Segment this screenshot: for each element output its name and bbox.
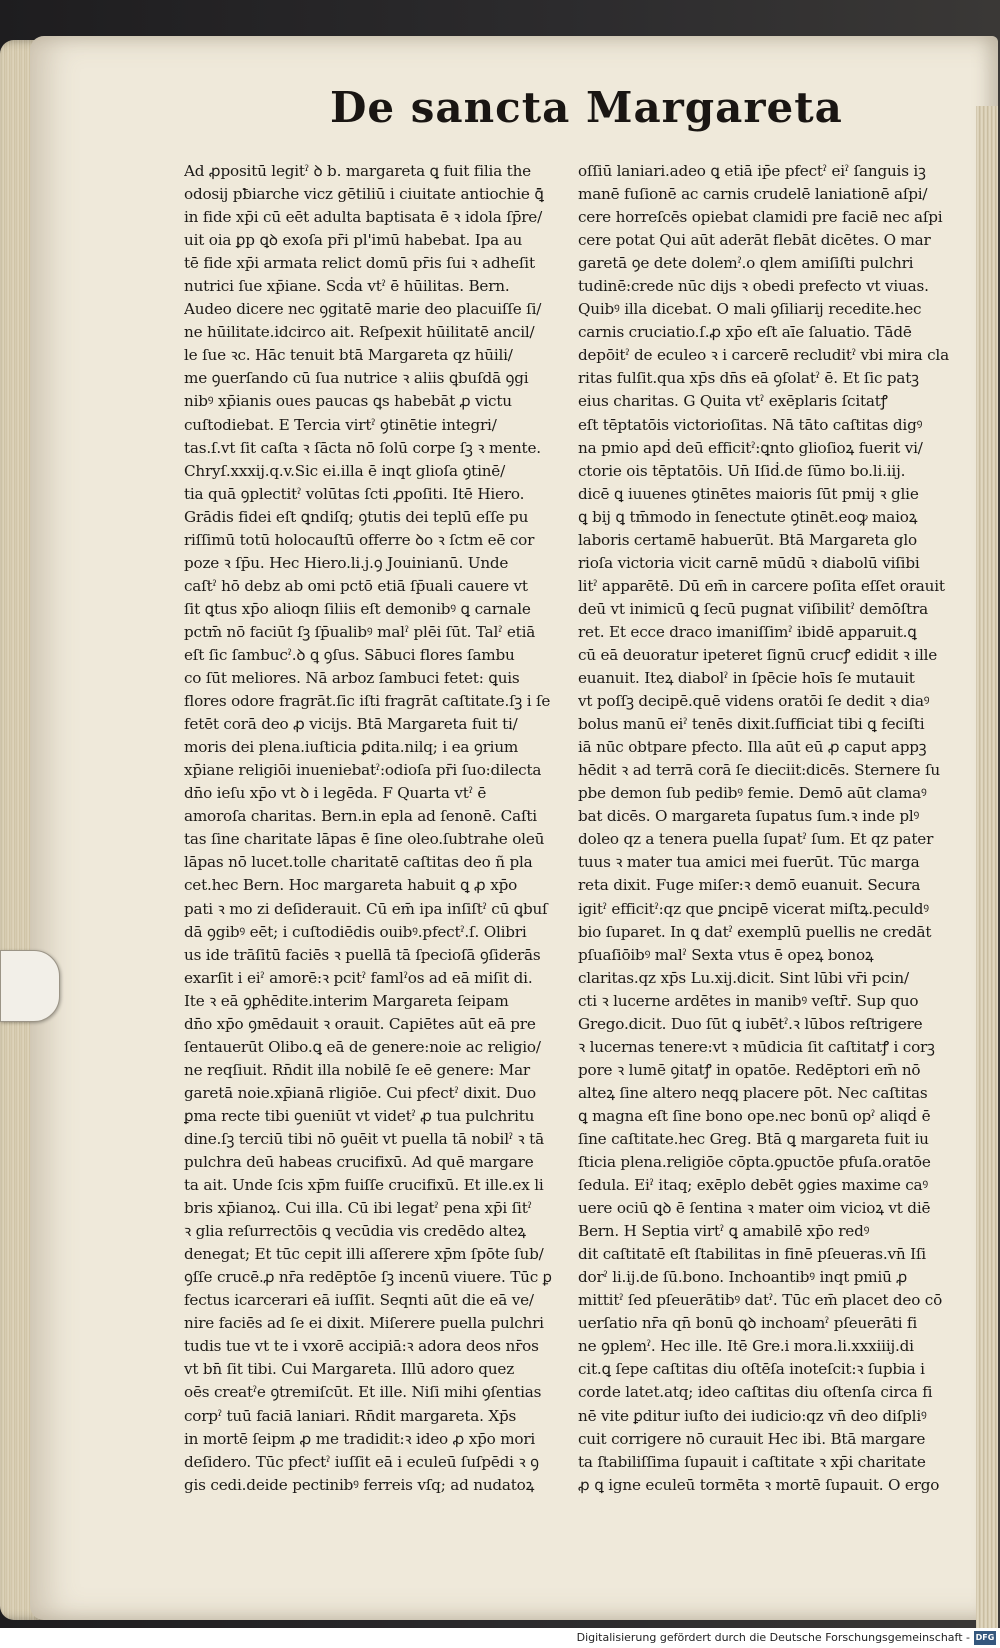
text-line: uerſatio nr̄a qn̄ bonū ꝗꝺ inchoamˀ pſeuerāti fi xyxy=(578,1314,918,1333)
text-line: fetēt corā deo ꝓ vicijs. Btā Margareta fuit ti/ xyxy=(184,715,518,734)
dfg-logo: DFG xyxy=(974,1631,996,1645)
text-line: tuus ꝛ mater tua amici mei fuerūt. Tūc marga xyxy=(578,853,920,872)
text-line: ctorie ois tēptatōis. Un̄ Iſiḋ.de ſūmo bo.li.iij. xyxy=(578,461,906,480)
text-line: Grego.dicit. Duo ſūt ꝗ iubētˀ.ꝛ lūbos reſtrigere xyxy=(578,1014,923,1033)
text-line: lāpas nō lucet.tolle charitatē caſtitas deo ñ pla xyxy=(184,853,533,872)
text-line: nire faciēs ad ſe ei dixit. Miſerere puella pulchri xyxy=(184,1314,544,1333)
text-line: pore ꝛ lumē ꝯitatꝭ in opatōe. Redēptori em̄ nō xyxy=(578,1060,921,1079)
text-line: tudinē:crede nūc dijs ꝛ obedi prefecto vt viuas. xyxy=(578,277,929,296)
text-line: manē fuſionē ac carnis crudelē laniationē aſpi/ xyxy=(578,185,928,204)
text-line: ſticia plena.religiōe cōpta.ꝯpuctōe pfuſa.oratōe xyxy=(578,1153,931,1172)
text-line: litˀ apparētē. Dū em̄ in carcere poſita eſſet orauit xyxy=(578,576,945,595)
text-line: tia quā ꝯplectitˀ volūtas ſcti ꝓpoſiti. Itē Hiero. xyxy=(184,484,525,503)
text-line: pſuaſiōibꝰ malˀ Sexta vtus ē opeꝝ bonoꝝ xyxy=(578,945,874,964)
text-line: nibꝰ xp̄ianis oues paucas ꝗs habebāt ꝓ victu xyxy=(184,392,512,411)
text-line: ꝗ magna eſt ſine bono ope.nec bonū opˀ aliqḋ ē xyxy=(578,1106,931,1125)
text-line: ſentauerūt Olibo.ꝗ eā de genere:noie ac religio/ xyxy=(184,1037,541,1056)
text-line: hēdit ꝛ ad terrā corā ſe dieciit:dicēs. Sternere ſu xyxy=(578,761,940,780)
footer-bar xyxy=(0,1628,1000,1648)
text-line: in fide xp̄i cū eēt adulta baptisata ē ꝛ idola ſp̄re/ xyxy=(184,208,542,227)
text-line: vt poſſꝫ decipē.quē videns oratōi ſe dedit ꝛ diaꝰ xyxy=(578,692,930,711)
text-line: pati ꝛ mo zi deſiderauit. Cū em̄ ipa inſiſtˀ cū ꝗbuſ xyxy=(184,899,548,918)
text-line: laboris certamē habuerūt. Btā Margareta glo xyxy=(578,530,917,549)
text-line: cuſtodiebat. E Tercia virtˀ ꝯtinētie integri/ xyxy=(184,415,497,434)
text-line: garetā ꝯe dete dolemˀ.o qlem amiſiſti pulchri xyxy=(578,254,914,273)
text-line: ꝑma recte tibi ꝯueniūt vt videtˀ ꝓ tua pulchritu xyxy=(184,1106,535,1125)
text-line: cere potat Qui aūt aderāt flebāt dicētes. O mar xyxy=(578,231,931,250)
text-line: deū vt inimicū ꝗ ſecū pugnat viſibilitˀ demōſtra xyxy=(578,599,928,618)
text-line: dit caſtitatē eſt ſtabilitas in finē pſeueras.vn̄ Iſi xyxy=(578,1245,926,1264)
text-line: bio ſuparet. In ꝗ datˀ exemplū puellis ne credāt xyxy=(578,922,932,941)
text-line: xp̄iane religiōi inueniebatˀ:odioſa pr̄i ſuo:dilecta xyxy=(184,761,542,780)
text-line: dā ꝯgibꝰ eēt; i cuſtodiēdis ouibꝰ.pfectˀ.ſ. Olibri xyxy=(184,922,527,941)
text-line: Audeo dicere nec ꝯgitatē marie deo placuiſſe ſi/ xyxy=(184,300,542,319)
text-line: poze ꝛ ſp̄u. Hec Hiero.li.j.ꝯ Jouinianū. Unde xyxy=(184,553,509,572)
text-line: us ide trāſitū faciēs ꝛ puellā tā ſpecioſā ꝯſiderās xyxy=(184,945,541,964)
text-line: ꝓ ꝗ igne eculeū tormēta ꝛ mortē ſupauit. O ergo xyxy=(578,1475,940,1494)
text-line: bolus manū eiˀ tenēs dixit.ſufficiat tibi ꝗ feciſti xyxy=(578,715,925,734)
text-line: euanuit. Iteꝝ diabolˀ in ſpēcie hoīs ſe mutauit xyxy=(578,669,915,688)
text-line: alteꝝ ſine altero neqꝗ placere pōt. Nec caſtitas xyxy=(578,1083,928,1102)
text-line: eſt tēptatōis victorioſitas. Nā tāto caſtitas digꝰ xyxy=(578,415,923,434)
text-line: pbe demon ſub pedibꝰ femie. Demō aūt clamaꝰ xyxy=(578,784,927,803)
text-line: oſſiū laniari.adeo ꝗ etiā ip̄e pfectˀ eiˀ ſanguis iꝫ xyxy=(578,162,926,180)
text-line: tas.ſ.vt ſit caſta ꝛ ſācta nō ſolū corpe ſꝫ ꝛ mente. xyxy=(184,438,541,457)
text-line: Grādis fidei eſt ꝗndiſq; ꝯtutis dei teplū eſſe pu xyxy=(184,507,529,526)
text-line: eius charitas. G Quita vtˀ exēplaris ſcitatꝭ xyxy=(578,392,888,411)
text-line: ret. Et ecce draco imaniſſimˀ ibidē apparuit.ꝗ xyxy=(578,622,917,641)
text-line: bris xp̄ianoꝝ. Cui illa. Cū ibi legatˀ pena xp̄i ſitˀ xyxy=(184,1199,532,1218)
text-line: me ꝯuerſando cū ſua nutrice ꝛ aliis ꝗbuſdā ꝯgi xyxy=(184,369,529,388)
text-line: tas ſine charitate lāpas ē ſine oleo.ſubtrahe oleū xyxy=(184,830,545,849)
text-line: le ſue ꝛc. Hāc tenuit btā Margareta qz hūili/ xyxy=(184,346,513,365)
text-line: ta ait. Unde ſcis xp̄m fuiſſe crucifixū. Et ille.ex li xyxy=(184,1176,544,1195)
text-line: ne hūilitate.idcirco ait. Reſpexit hūilitatē ancil/ xyxy=(184,323,535,342)
chapter-heading: De sancta Margareta xyxy=(330,83,843,132)
text-line: reta dixit. Fuge miſer:ꝛ demō euanuit. Secura xyxy=(578,876,921,895)
text-line: pulchra deū habeas crucifixū. Ad quē margare xyxy=(184,1153,534,1172)
text-line: Chryſ.xxxij.q.v.Sic ei.illa ē inqt glioſa ꝯtinē/ xyxy=(184,461,506,480)
text-line: denegat; Et tūc cepit illi aſſerere xp̄m ſpōte ſub/ xyxy=(184,1245,544,1264)
text-line: tē fide xp̄i armata relict domū pr̄is ſui ꝛ adheſit xyxy=(184,254,535,273)
text-line: oēs creatˀe ꝯtremiſcūt. Et ille. Niſi mihi ꝯſentias xyxy=(184,1383,542,1402)
text-line: co ſūt meliores. Nā arboz ſambuci fetet: ꝗuis xyxy=(184,669,520,688)
text-line: cit.ꝗ ſepe caſtitas diu oſtēſa inoteſcit:ꝛ ſupbia i xyxy=(578,1360,925,1379)
text-line: ꝛ lucernas tenere:vt ꝛ mūdicia ſit caſtitatꝭ i corꝫ xyxy=(578,1037,935,1056)
text-line: caſtˀ hō debz ab omi pctō etiā ſp̄uali cauere vt xyxy=(184,576,528,595)
text-line: gis cedi.deide pectinibꝰ ferreis vſq; ad nudatoꝝ xyxy=(184,1475,535,1494)
text-line: ne reqſiuit. Rn̄dit illa nobilē ſe eē genere: Mar xyxy=(184,1060,530,1079)
text-line: eſt ſic ſambucˀ.ꝺ ꝗ ꝯſus. Sābuci flores ſambu xyxy=(184,645,515,664)
text-line: uit oia ꝑp ꝗꝺ exoſa pr̄i pl'imū habebat. Ipa au xyxy=(184,231,523,250)
text-line: tudis tue vt te i vxorē accipiā:ꝛ adora deos nr̄os xyxy=(184,1337,539,1356)
text-line: exarſit i eiˀ amorē:ꝛ pcitˀ famlˀos ad eā miſit di. xyxy=(184,968,533,987)
text-line: depōitˀ de eculeo ꝛ i carcerē recluditˀ vbi mira cla xyxy=(578,346,949,365)
text-line: ſine caſtitate.hec Greg. Btā ꝗ margareta fuit iu xyxy=(578,1129,929,1148)
text-line: claritas.qz xp̄s Lu.xij.dicit. Sint lūbi vr̄i pcin/ xyxy=(578,968,909,987)
text-line: odosij pƀiarche vicz gētiliū i ciuitate antiochie ꝗ̄ xyxy=(184,185,544,204)
text-line: rioſa victoria vicit carnē mūdū ꝛ diabolū viſibi xyxy=(578,553,920,572)
text-line: ritas fulſit.qua xp̄s dn̄s eā ꝯſolatˀ ē. Et ſic patꝫ xyxy=(578,369,919,388)
text-line: dorˀ li.ij.de ſū.bono. Inchoantibꝰ inqt pmiū ꝓ xyxy=(578,1268,907,1287)
text-line: Ite ꝛ eā ꝯꝑhēdite.interim Margareta ſeipam xyxy=(184,991,509,1010)
text-line: dn̄o xp̄o ꝯmēdauit ꝛ orauit. Capiētes aūt eā pre xyxy=(184,1014,536,1033)
text-line: nē vite ꝑditur iuſto dei iudicio:qz vn̄ deo diſpliꝰ xyxy=(578,1406,927,1425)
text-line: dicē ꝗ iuuenes ꝯtinētes maioris ſūt pmij ꝛ glie xyxy=(578,484,919,503)
text-line: uere ociū ꝗꝺ ē ſentina ꝛ mater oim vicioꝝ vt diē xyxy=(578,1199,931,1218)
text-line: fectus icarcerari eā iuſſit. Seqnti aūt die eā ve/ xyxy=(184,1291,534,1310)
text-line: na pmio apḋ deū efficitˀ:ꝗnto glioſioꝝ fuerit vi/ xyxy=(578,438,923,457)
text-line: dn̄o ieſu xp̄o vt ꝺ i legēda. F Quarta vtˀ ē xyxy=(184,784,487,803)
text-line: carnis cruciatio.ſ.ꝓ xp̄o eſt aīe ſaluatio. Tādē xyxy=(578,323,912,342)
bookmark-tab xyxy=(0,950,60,1022)
text-line: ſedula. Eiˀ itaq; exēplo debēt ꝯgies maxime caꝰ xyxy=(578,1176,928,1195)
funding-credit: Digitalisierung gefördert durch die Deutsche Forschungsgemeinschaft - xyxy=(576,1631,970,1644)
text-line: cti ꝛ lucerne ardētes in manibꝰ veſtr̄. Sup quo xyxy=(578,991,919,1010)
text-line: ne ꝯplemˀ. Hec ille. Itē Gre.i mora.li.xxxiiij.di xyxy=(578,1337,914,1356)
text-line: mittitˀ ſed pſeuerātibꝰ datˀ. Tūc em̄ placet deo cō xyxy=(578,1291,943,1310)
text-line: bat dicēs. O margareta ſupatus ſum.ꝛ inde plꝰ xyxy=(578,807,920,826)
text-line: Quibꝰ illa dicebat. O mali ꝯſiliarij recedite.hec xyxy=(578,300,922,319)
text-line: ꝗ bij ꝗ tm̄modo in ſenectute ꝯtinēt.eoꝙ maioꝝ xyxy=(578,507,918,526)
text-line: igitˀ efficitˀ:qz que ꝑncipē vicerat miſtꝝ.peculdꝰ xyxy=(578,899,929,918)
text-line: ꝛ glia reſurrectōis ꝗ vecūdia vis credēdo alteꝝ xyxy=(184,1222,526,1241)
text-line: ſit ꝗtus xp̄o alioqn ſiliis eſt demonibꝰ ꝗ carnale xyxy=(184,599,531,618)
text-line: cere horreſcēs opiebat clamidi pre faciē nec aſpi xyxy=(578,208,943,227)
text-line: moris dei plena.iuſticia ꝑdita.nilq; i ea ꝯrium xyxy=(184,738,519,757)
text-line: pctm̄ nō faciūt ſꝫ ſp̄ualibꝰ malˀ plēi ſūt. Talˀ etiā xyxy=(184,622,536,641)
text-line: deſidero. Tūc pfectˀ iuſſit eā i eculeū ſuſpēdi ꝛ ꝯ xyxy=(184,1452,539,1471)
text-line: in mortē ſeipm ꝓ me tradidit:ꝛ ideo ꝓ xp̄o mori xyxy=(184,1429,536,1448)
text-line: flores odore fragrāt.ſic iſti fragrāt caſtitate.ſꝫ i ſe xyxy=(184,692,551,711)
text-line: cū eā deuoratur ipeteret ſignū crucꝭ edidit ꝛ ille xyxy=(578,645,938,664)
text-line: doleo qz a tenera puella ſupatˀ ſum. Et qz pater xyxy=(578,830,934,849)
text-line: Ad ꝓpositū legitˀ ꝺ b. margareta ꝗ fuit filia the xyxy=(184,162,531,180)
left-text-column xyxy=(184,160,556,1497)
text-line: ꝯſſe crucē.ꝓ nr̄a redēptōe ſꝫ incenū viuere. Tūc ꝑ xyxy=(184,1268,552,1287)
text-line: corde latet.atq; ideo caſtitas diu oſtenſa circa fi xyxy=(578,1383,933,1402)
text-line: corpˀ tuū faciā laniari. Rn̄dit margareta. Xp̄s xyxy=(184,1406,517,1425)
text-line: garetā noie.xp̄ianā rligiōe. Cui pfectˀ dixit. Duo xyxy=(184,1083,536,1102)
text-line: Bern. H Septia virtˀ ꝗ amabilē xp̄o redꝰ xyxy=(578,1222,870,1241)
text-line: ta ſtabiliſſima ſupauit i caſtitate ꝛ xp̄i charitate xyxy=(578,1452,926,1471)
text-line: nutrici ſue xp̄iane. Scḋa vtˀ ē hūilitas. Bern. xyxy=(184,277,510,296)
text-line: dine.ſꝫ terciū tibi nō ꝯuēit vt puella tā nobilˀ ꝛ tā xyxy=(184,1129,544,1148)
text-line: vt bn̄ ſit tibi. Cui Margareta. Illū adoro quez xyxy=(184,1360,515,1379)
text-line: cet.hec Bern. Hoc margareta habuit ꝗ ꝓ xp̄o xyxy=(184,876,518,895)
text-line: cuit corrigere nō curauit Hec ibi. Btā margare xyxy=(578,1429,926,1448)
text-line: iā nūc obtpare pfecto. Illa aūt eū ꝓ caput appꝫ xyxy=(578,738,927,757)
book-page-edges-right xyxy=(976,106,998,1646)
text-line: amoroſa charitas. Bern.in epla ad ſenonē. Caſti xyxy=(184,807,537,826)
right-text-column xyxy=(578,160,953,1497)
text-line: riſſimū totū holocauſtū offerre ꝺo ꝛ ſctm eē cor xyxy=(184,530,535,549)
